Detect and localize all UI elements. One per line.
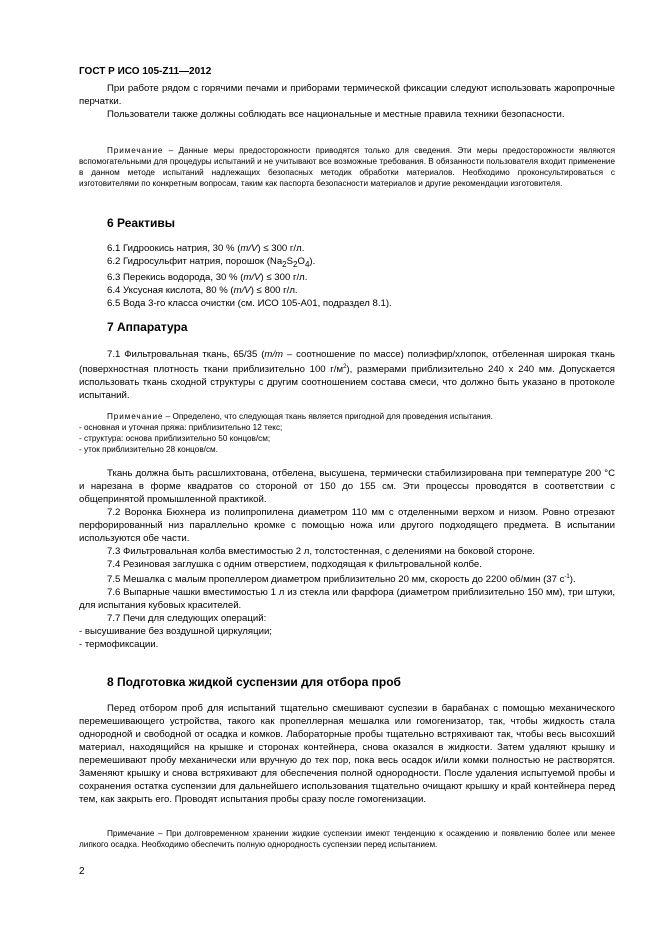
note-label: Примечание <box>107 412 164 421</box>
note-line: - уток приблизительно 28 концов/см. <box>79 445 218 454</box>
section-7-body <box>79 467 615 651</box>
note-line: - структура: основа приблизительно 50 концов/см; <box>79 434 271 443</box>
paragraph-7-6: 7.6 Выпарные чашки вместимостью 1 л из стекла или фарфора (диаметром приблизительно 150 мм), три штуки, для испытания кубовых красителей. <box>79 587 615 612</box>
intro-paragraph: При работе рядом с горячими печами и приборами термической фиксации следуют использовать жаропрочные перчатки. <box>79 83 615 107</box>
intro-block <box>79 82 615 121</box>
paragraph-7-3: 7.3 Фильтровальная колба вместимостью 2 л, толстостенная, с делениями на боковой стороне. <box>107 546 535 557</box>
note-text: Примечание – При долговременном хранении жидкие суспензии имеют тенденцию к осаждению и появлению более или менее липкого осадка. Необходимо обеспечить полную однородность суспензии перед испытанием. <box>79 829 615 849</box>
section-6-heading: 6 Реактивы <box>107 216 175 230</box>
intro-paragraph: Пользователи также должны соблюдать все национальные и местные правила техники безопасности. <box>107 109 565 120</box>
note-text: – Определено, что следующая ткань является пригодной для проведения испытания. <box>163 412 493 421</box>
list-item: 6.5 Вода 3-го класса очистки (см. ИСО 105-А01, подраздел 8.1). <box>107 297 392 309</box>
list-item: 6.2 Гидросульфит натрия, порошок $(Na_2S_2O_4)$. <box>107 256 316 269</box>
paragraph-7-2: 7.2 Воронка Бюхнера из полипропилена диаметром 110 мм с отделенными верхом и низом. Ровно отрезают перфорированный низ параллельно кромке с помощью ножа или другого подходящего предмета. В испытании используются обе части. <box>79 507 615 544</box>
list-item: 6.3 Перекись водорода, 30 % (m/V) ≤ 300 г/л. <box>107 271 308 283</box>
paragraph-fabric: Ткань должна быть расшлихтована, отбелена, высушена, термически стабилизирована при температуре 200 °С и нарезана в форме квадратов со стороной от 150 до 155 см. Эти процессы проводятся в соответствии с общепринятой промышленной практикой. <box>79 468 615 505</box>
note-label: Примечание <box>107 146 164 155</box>
paragraph-7-1: 7.1 Фильтровальная ткань, 65/35 (m/m – соотношение по массе) полиэфир/хлопок, отбеленная широкая ткань (поверхностная плотность ткани приблизительно 100 $г/м^2$), размерами приблизительно 240 х 240 мм. Допускается использовать ткань сходной структуры с другим соотношением состава смеси, что должно быть указано в протоколе испытаний. <box>79 349 615 402</box>
section-7-heading: 7 Аппаратура <box>107 320 188 334</box>
document-header: ГОСТ Р ИСО 105-Z11—2012 <box>79 66 212 77</box>
section-8-heading: 8 Подготовка жидкой суспензии для отбора проб <box>107 675 401 689</box>
page-number: 2 <box>79 866 85 877</box>
paragraph-7-5: 7.5 Мешалка с малым пропеллером диаметром приблизительно 20 мм, скорость до 2200 об/мин (37 $с^{-1}$). <box>107 574 576 586</box>
list-item: - термофиксации. <box>79 639 159 651</box>
section-7-1 <box>79 348 615 402</box>
paragraph-7-4: 7.4 Резиновая заглушка с одним отверстием, подходящая к фильтровальной колбе. <box>107 559 482 570</box>
paragraph-7-7: 7.7 Печи для следующих операций: <box>107 613 267 625</box>
paragraph-8: Перед отбором проб для испытаний тщательно смешивают суспезии в барабанах с помощью механического перемешивающего устройства, такого как пропеллерная мешалка или гомогенизатор, так, чтобы жидкость стала однородной и свободной от осадка и комков. Лабораторные пробы тщательно встряхивают так, чтобы весь высохший материал, находящийся на крышке и сторонах контейнера, снова оказался в жидкости. Затем удаляют крышку и перемешивают пробу механически или вручную до тех пор, пока весь осадок и/или комки полностью не растворятся. Заменяют крышку и снова встряхивают для обеспечения полной однородности. После удаления испытуемой пробы и сохранения остатка суспензии для дальнейшего использования тщательно очищают крышку и край контейнера перед тем, как закрыть его. Проводят испытания пробы сразу после гомогенизации. <box>79 703 615 805</box>
note-text: – Данные меры предосторожности приводятся только для сведения. Эти меры предосторожности являются вспомогательными для процедуры испытаний и не учитывают все возможные требования. В обязанности пользователя входит применение в данном методе испытаний надлежащих безопасных методик обработки материалов. Необходимо проконсультироваться с изготовителями по конкретным вопросам, таким как паспорта безопасности материалов и другие рекомендации изготовителя. <box>79 146 615 188</box>
list-item: 6.4 Уксусная кислота, 80 % (m/V) ≤ 800 г/л. <box>107 284 298 296</box>
reagents-list <box>79 242 615 310</box>
safety-note <box>79 145 615 189</box>
suspension-note <box>79 828 615 850</box>
fabric-note <box>79 411 615 455</box>
section-8-body <box>79 702 615 806</box>
list-item: - высушивание без воздушной циркуляции; <box>79 626 272 638</box>
note-line: - основная и уточная пряжа: приблизительно 12 текс; <box>79 423 283 432</box>
list-item: 6.1 Гидроокись натрия, 30 % (m/V) ≤ 300 г/л. <box>107 243 305 254</box>
